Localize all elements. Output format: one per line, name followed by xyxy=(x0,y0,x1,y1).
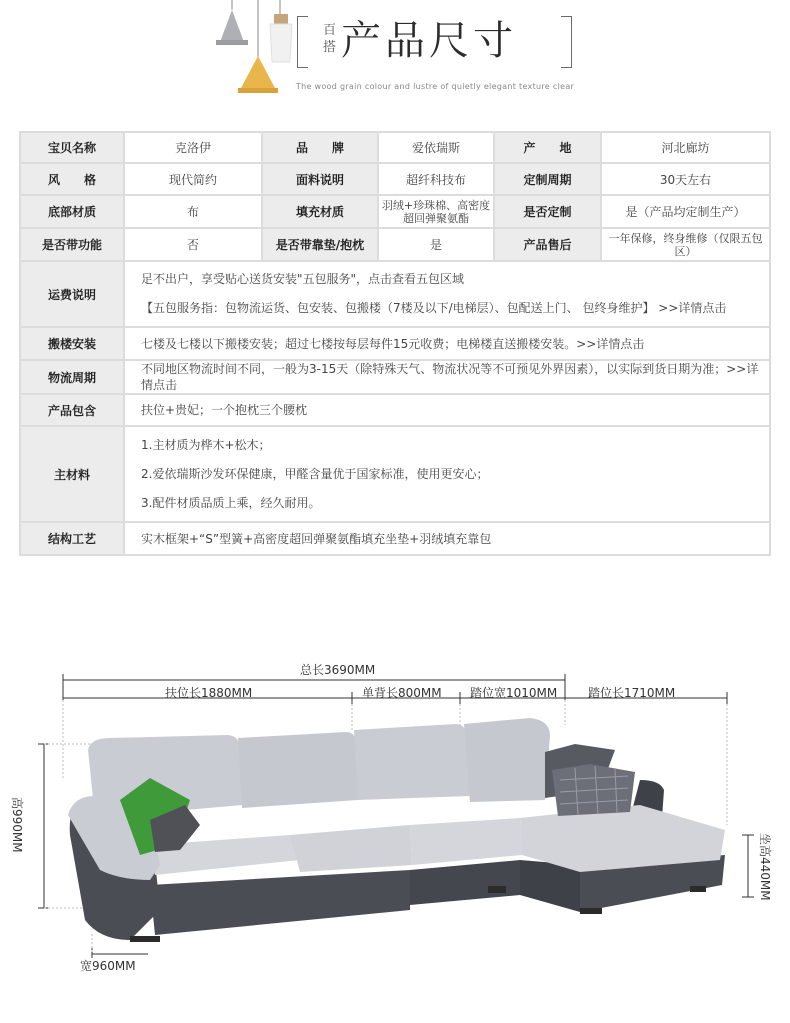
spec-row xyxy=(19,361,771,395)
spec-detail-cell xyxy=(125,328,771,361)
detail-line: 不同地区物流时间不同，一般为3-15天（除特殊天气、物流状况等不可预见外界因素），以实际到货日期为准；>>详情点击 xyxy=(141,362,759,392)
height-label: 高990MM xyxy=(10,797,24,853)
spec-value-cell: 羽绒+珍珠棉、高密度超回弹聚氨酯 xyxy=(379,196,495,229)
sofa-illustration xyxy=(68,718,725,942)
spec-label-cell: 产品包含 xyxy=(19,395,125,427)
spec-row xyxy=(19,164,771,196)
spec-label-cell: 是否带靠垫/抱枕 xyxy=(263,229,379,262)
spec-value-cell: 30天左右 xyxy=(602,164,771,196)
spec-detail-cell xyxy=(125,523,771,556)
spec-label-cell: 填充材质 xyxy=(263,196,379,229)
spec-value-cell: 否 xyxy=(125,229,263,262)
detail-line: 3.配件材质品质上乘，经久耐用。 xyxy=(141,495,321,510)
single-back-label: 单背长800MM xyxy=(362,686,442,700)
spec-label-cell: 结构工艺 xyxy=(19,523,125,556)
seat-height-label: 坐高440MM xyxy=(758,833,772,901)
spec-value-cell: 是（产品均定制生产） xyxy=(602,196,771,229)
spec-value-cell: 河北廊坊 xyxy=(602,131,771,164)
pendant-lamps-decoration xyxy=(210,0,300,95)
spec-label-cell: 定制周期 xyxy=(495,164,602,196)
spec-label-cell: 物流周期 xyxy=(19,361,125,395)
spec-value-cell: 现代简约 xyxy=(125,164,263,196)
spec-detail-cell xyxy=(125,395,771,427)
spec-label-cell: 搬楼安装 xyxy=(19,328,125,361)
arm-length-label: 扶位长1880MM xyxy=(165,686,253,700)
spec-row xyxy=(19,229,771,262)
detail-line: 七楼及七楼以下搬楼安装；超过七楼按每层每件15元收费；电梯楼直送搬楼安装。>>详情点击 xyxy=(141,336,645,351)
detail-line: 足不出户，享受贴心送货安装"五包服务"，点击查看五包区域 xyxy=(141,272,465,286)
spec-row xyxy=(19,427,771,523)
foot-width-label: 踏位宽1010MM xyxy=(470,686,558,700)
total-length-label: 总长3690MM xyxy=(300,663,376,677)
spec-detail-cell xyxy=(125,427,771,523)
spec-detail-cell xyxy=(125,262,771,328)
spec-value-cell: 超纤科技布 xyxy=(379,164,495,196)
title-prefix: 百搭 xyxy=(323,23,337,55)
spec-row xyxy=(19,395,771,427)
spec-label-cell: 是否带功能 xyxy=(19,229,125,262)
spec-row xyxy=(19,328,771,361)
spec-label-cell: 产 地 xyxy=(495,131,602,164)
spec-table xyxy=(19,131,771,556)
spec-value-cell: 克洛伊 xyxy=(125,131,263,164)
depth-label: 宽960MM xyxy=(80,959,136,973)
spec-label-cell: 风 格 xyxy=(19,164,125,196)
detail-line: 2.爱依瑞斯沙发环保健康，甲醛含量优于国家标准，使用更安心； xyxy=(141,466,489,481)
spec-value-cell: 是 xyxy=(379,229,495,262)
spec-detail-cell xyxy=(125,361,771,395)
bracket-left xyxy=(297,16,308,68)
page-title: 产品尺寸 xyxy=(341,18,517,64)
spec-row xyxy=(19,131,771,164)
detail-line: 【五包服务指：包物流运货、包安装、包搬楼（7楼及以下/电梯层）、包配送上门、 包终身维护】 >>详情点击 xyxy=(141,301,727,315)
section-title xyxy=(297,16,572,72)
spec-label-cell: 底部材质 xyxy=(19,196,125,229)
page-subtitle: The wood grain colour and lustre of quietly elegant texture clear xyxy=(295,82,575,91)
spec-value-cell: 一年保修，终身维修（仅限五包区） xyxy=(602,229,771,262)
spec-label-cell: 宝贝名称 xyxy=(19,131,125,164)
detail-line: 实木框架+“S”型簧+高密度超回弹聚氨酯填充坐垫+羽绒填充靠包 xyxy=(141,531,492,546)
spec-row xyxy=(19,262,771,328)
bracket-right xyxy=(561,16,572,68)
spec-label-cell: 是否定制 xyxy=(495,196,602,229)
spec-row xyxy=(19,523,771,556)
spec-row xyxy=(19,196,771,229)
spec-value-cell: 爱依瑞斯 xyxy=(379,131,495,164)
spec-value-cell: 布 xyxy=(125,196,263,229)
spec-label-cell: 主材料 xyxy=(19,427,125,523)
spec-label-cell: 品 牌 xyxy=(263,131,379,164)
detail-line: 扶位+贵妃；一个抱枕三个腰枕 xyxy=(141,403,308,417)
spec-label-cell: 运费说明 xyxy=(19,262,125,328)
foot-length-label: 踏位长1710MM xyxy=(588,686,676,700)
spec-label-cell: 面料说明 xyxy=(263,164,379,196)
detail-line: 1.主材质为桦木+松木； xyxy=(141,437,271,452)
spec-label-cell: 产品售后 xyxy=(495,229,602,262)
